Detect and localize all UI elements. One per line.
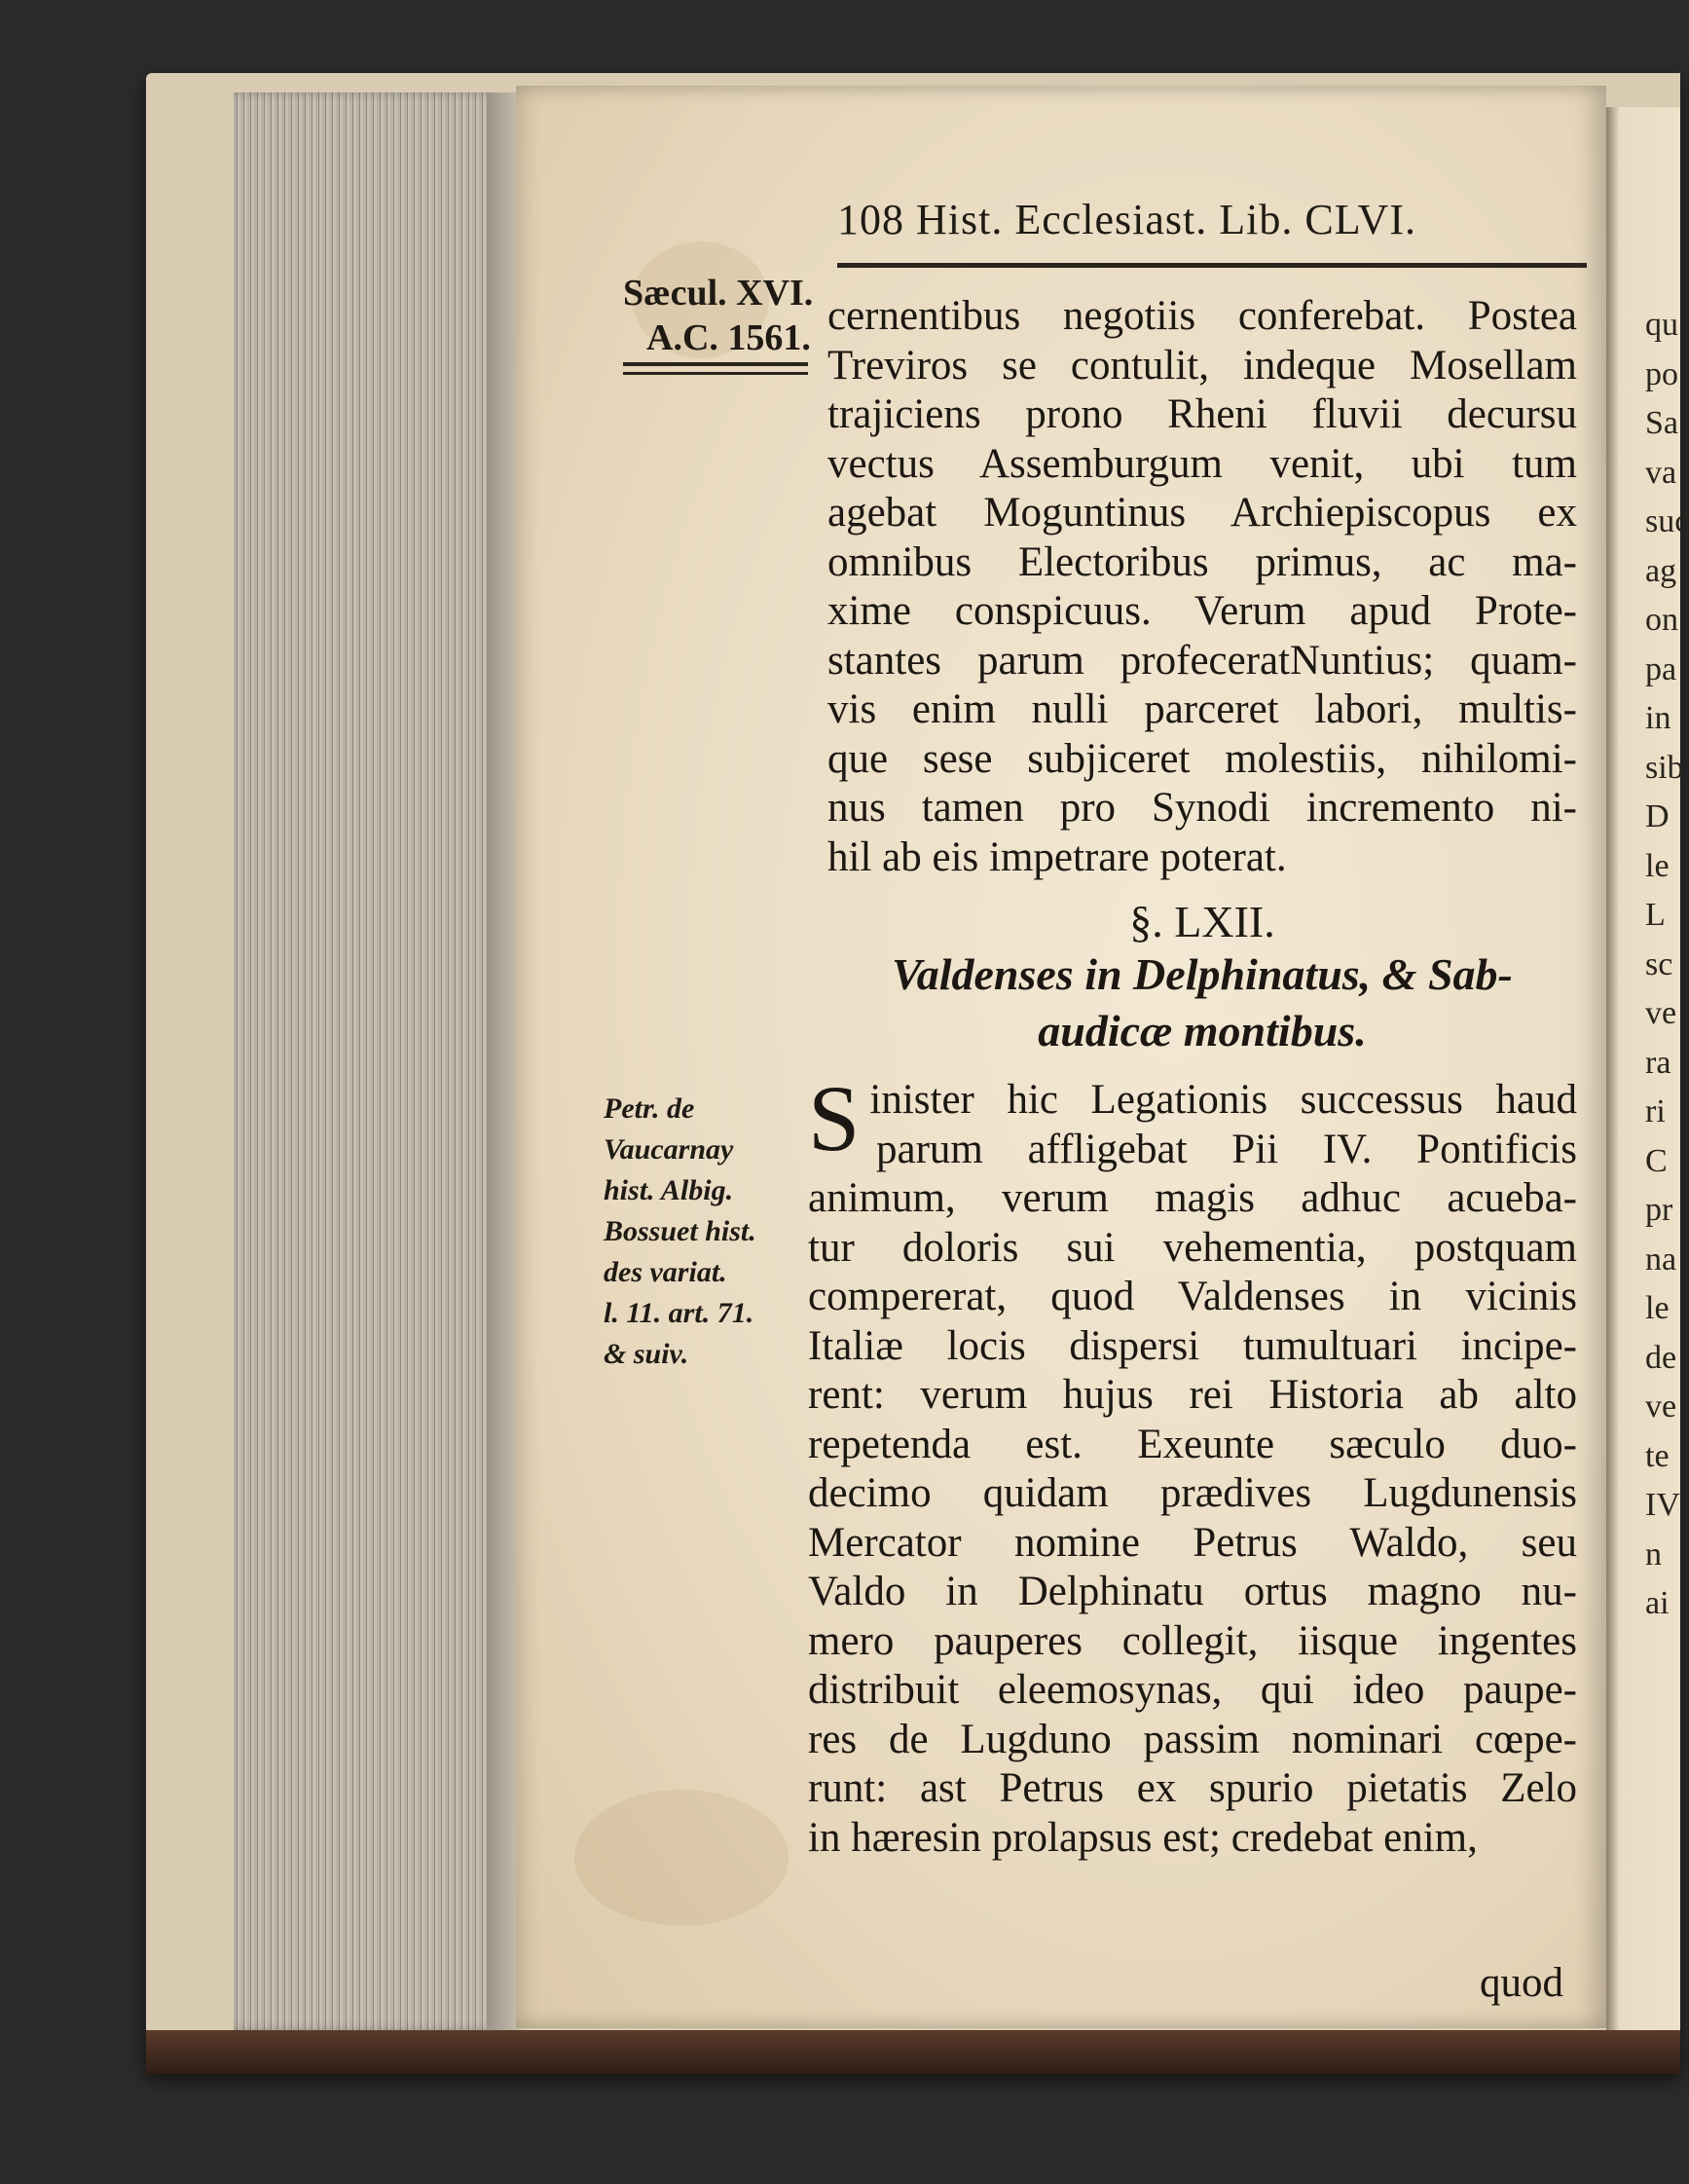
facing-page-fragment: ag: [1645, 552, 1677, 589]
facing-page-fragment: ai: [1645, 1585, 1670, 1621]
citation-line: & suiv.: [604, 1338, 689, 1370]
text-line: res de Lugduno passim nominari cœpe-: [808, 1716, 1577, 1762]
citation-line: l. 11. art. 71.: [604, 1297, 754, 1329]
facing-page-fragment: n: [1645, 1536, 1662, 1573]
catchword: quod: [1480, 1960, 1563, 2006]
citation-line: Vaucarnay: [604, 1133, 734, 1166]
margin-rule: [623, 372, 808, 375]
text-line: Mercator nomine Petrus Waldo, seu: [808, 1519, 1577, 1566]
paragraph-2: [808, 1066, 1577, 1863]
text-line: inister hic Legationis successus haud: [869, 1077, 1577, 1123]
facing-page-fragment: pa: [1645, 650, 1677, 687]
facing-page-fragment: in: [1645, 700, 1671, 736]
facing-page-fragment: na: [1645, 1240, 1677, 1277]
facing-page-fragment: te: [1645, 1437, 1670, 1474]
facing-page-fragment: po: [1645, 355, 1678, 392]
page-edges: [234, 93, 526, 2030]
facing-page-edge: [1606, 107, 1689, 2030]
facing-page-fragment: ra: [1645, 1044, 1671, 1081]
running-head: 108 Hist. Ecclesiast. Lib. CLVI.: [837, 196, 1416, 243]
citation-line: Petr. de: [604, 1092, 695, 1125]
facing-page-fragment: L: [1645, 897, 1666, 933]
section-title: [827, 946, 1577, 1059]
facing-page-fragment: C: [1645, 1142, 1668, 1179]
text-line: omnibus Electoribus primus, ac ma-: [827, 538, 1577, 585]
paper-stain: [574, 1790, 789, 1926]
citation-line: Bossuet hist.: [604, 1215, 756, 1247]
facing-page-fragment: suc: [1645, 503, 1689, 539]
margin-date-note: [623, 271, 813, 360]
margin-rule: [623, 362, 808, 366]
text-line: cernentibus negotiis conferebat. Postea: [827, 293, 1577, 339]
text-line: Treviros se contulit, indeque Mosellam: [827, 342, 1577, 389]
text-line: decimo quidam prædives Lugdunensis: [808, 1470, 1577, 1516]
text-line: vectus Assemburgum venit, ubi tum: [827, 440, 1577, 487]
text-line: animum, verum magis adhuc acueba-: [808, 1175, 1577, 1221]
facing-page-fragment: sc: [1645, 945, 1673, 982]
text-line: runt: ast Petrus ex spurio pietatis Zelo: [808, 1765, 1577, 1811]
citation-line: des variat.: [604, 1256, 727, 1288]
section-number: §. LXII.: [1129, 897, 1275, 946]
facing-page-fragment: de: [1645, 1339, 1677, 1376]
text-line: xime conspicuus. Verum apud Prote-: [827, 588, 1577, 634]
facing-page-fragment: ve: [1645, 995, 1677, 1031]
facing-page-fragment: qu: [1645, 307, 1678, 343]
text-line: agebat Moguntinus Archiepiscopus ex: [827, 490, 1577, 536]
text-line: rent: verum hujus rei Historia ab alto: [808, 1372, 1577, 1418]
facing-page-fragment: IV: [1645, 1487, 1680, 1523]
text-line: stantes parum profeceratNuntius; quam-: [827, 637, 1577, 684]
facing-page-fragment: sib: [1645, 749, 1684, 786]
cover-bottom-edge: [146, 2030, 1680, 2074]
text-line: distribuit eleemosynas, qui ideo paupe-: [808, 1667, 1577, 1713]
text-line: nus tamen pro Synodi incremento ni-: [827, 785, 1577, 831]
facing-page-fragment: pr: [1645, 1192, 1673, 1228]
margin-citation: [604, 1089, 756, 1375]
facing-page-fragment: Sa: [1645, 405, 1678, 441]
header-rule: [837, 263, 1587, 268]
text-line: in hæresin prolapsus est; credebat enim,: [808, 1814, 1478, 1861]
margin-century: Sæcul. XVI.: [623, 273, 814, 314]
facing-page-fragment: le: [1645, 847, 1670, 884]
margin-year: A.C. 1561.: [646, 317, 811, 358]
text-line: parum affligebat Pii IV. Pontificis: [876, 1126, 1577, 1172]
text-line: Valdo in Delphinatu ortus magno nu-: [808, 1569, 1577, 1614]
section-title-line: audicæ montibus.: [1038, 1006, 1367, 1055]
text-line: tur doloris sui vehementia, postquam: [808, 1224, 1577, 1271]
facing-page-fragment: D: [1645, 798, 1670, 834]
drop-capital: S: [808, 1066, 861, 1170]
facing-page-fragment: on: [1645, 602, 1678, 638]
facing-page-fragment: va: [1645, 454, 1677, 491]
text-line: compererat, quod Valdenses in vicinis: [808, 1274, 1577, 1319]
text-line: que sese subjiceret molestiis, nihilomi-: [827, 735, 1577, 782]
text-line: hil ab eis impetrare poterat.: [827, 833, 1287, 880]
facing-page-fragment: le: [1645, 1290, 1670, 1326]
section-title-line: Valdenses in Delphinatus, & Sab-: [892, 949, 1513, 999]
text-line: Italiæ locis dispersi tumultuari incipe-: [808, 1322, 1577, 1369]
text-line: repetenda est. Exeunte sæculo duo-: [808, 1421, 1577, 1467]
citation-line: hist. Albig.: [604, 1174, 734, 1206]
facing-page-fragment: ve: [1645, 1388, 1677, 1425]
paragraph-1: [827, 292, 1577, 882]
text-line: mero pauperes collegit, iisque ingentes: [808, 1617, 1577, 1664]
text-line: vis enim nulli parceret labori, multis-: [827, 686, 1577, 732]
facing-page-fragment: ri: [1645, 1093, 1666, 1129]
text-line: trajiciens prono Rheni fluvii decursu: [827, 391, 1577, 437]
